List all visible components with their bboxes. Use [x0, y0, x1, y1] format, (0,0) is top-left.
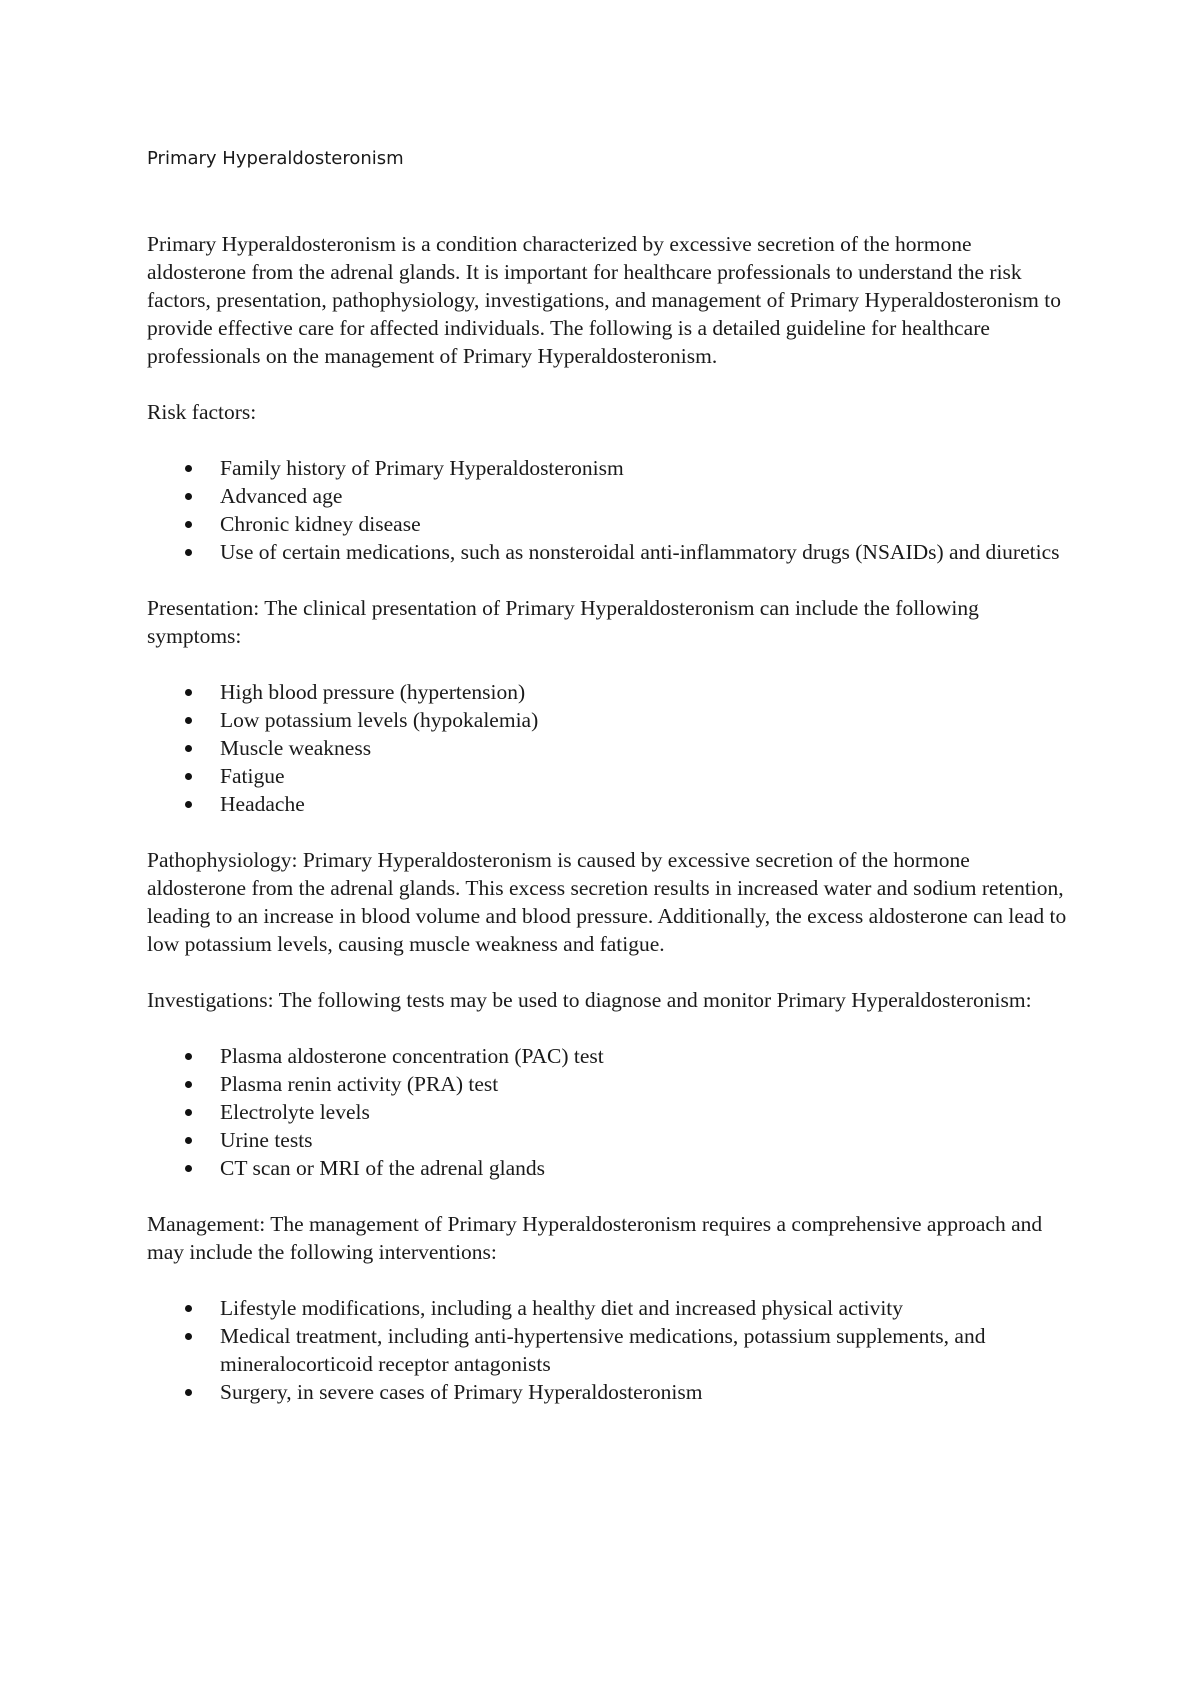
list-item	[147, 1294, 1067, 1322]
bullet-icon	[185, 549, 192, 556]
list-item	[147, 1378, 1067, 1406]
bullet-icon	[185, 717, 192, 724]
list-item	[147, 678, 1067, 706]
list-item-text: Fatigue	[220, 764, 285, 788]
investigations-paragraph: Investigations: The following tests may be used to diagnose and monitor Primary Hyperaldosteronism:	[147, 988, 1032, 1012]
list-item	[147, 510, 1067, 538]
bullet-icon	[185, 745, 192, 752]
list-item-text: Medical treatment, including anti-hypertensive medications, potassium supplements, and mineralocorticoid receptor antagonists	[220, 1324, 986, 1376]
risk-factors-list	[147, 454, 1067, 566]
document-body	[147, 230, 1067, 1434]
list-item	[147, 762, 1067, 790]
presentation-list	[147, 678, 1067, 818]
list-item-text: Plasma aldosterone concentration (PAC) test	[220, 1044, 604, 1068]
list-item	[147, 1126, 1067, 1154]
bullet-icon	[185, 1109, 192, 1116]
document-title: Primary Hyperaldosteronism	[147, 148, 404, 169]
list-item-text: Urine tests	[220, 1128, 313, 1152]
bullet-icon	[185, 493, 192, 500]
list-item	[147, 1042, 1067, 1070]
list-item-text: Muscle weakness	[220, 736, 372, 760]
intro-paragraph: Primary Hyperaldosteronism is a condition characterized by excessive secretion of the hormone aldosterone from the adrenal glands. It is important for healthcare professionals to understand the risk factors, presentation, pathophysiology, investigations, and management of Primary Hyperaldosteronism to provide effective care for affected individuals. The following is a detailed guideline for healthcare professionals on the management of Primary Hyperaldosteronism.	[147, 232, 1061, 368]
bullet-icon	[185, 773, 192, 780]
list-item-text: Low potassium levels (hypokalemia)	[220, 708, 539, 732]
list-item-text: Surgery, in severe cases of Primary Hyperaldosteronism	[220, 1380, 703, 1404]
list-item-text: Family history of Primary Hyperaldosteronism	[220, 456, 624, 480]
list-item-text: CT scan or MRI of the adrenal glands	[220, 1156, 546, 1180]
list-item	[147, 706, 1067, 734]
list-item-text: Lifestyle modifications, including a healthy diet and increased physical activity	[220, 1296, 904, 1320]
bullet-icon	[185, 1165, 192, 1172]
bullet-icon	[185, 1333, 192, 1340]
list-item	[147, 482, 1067, 510]
list-item-text: Advanced age	[220, 484, 343, 508]
list-item-text: Use of certain medications, such as nonsteroidal anti-inflammatory drugs (NSAIDs) and diuretics	[220, 540, 1060, 564]
list-item	[147, 1070, 1067, 1098]
list-item-text: Chronic kidney disease	[220, 512, 421, 536]
bullet-icon	[185, 521, 192, 528]
list-item	[147, 1098, 1067, 1126]
management-paragraph: Management: The management of Primary Hyperaldosteronism requires a comprehensive approach and may include the following interventions:	[147, 1212, 1043, 1264]
bullet-icon	[185, 1389, 192, 1396]
list-item-text: Electrolyte levels	[220, 1100, 370, 1124]
bullet-icon	[185, 1053, 192, 1060]
list-item	[147, 1322, 1067, 1378]
list-item-text: Plasma renin activity (PRA) test	[220, 1072, 499, 1096]
management-list	[147, 1294, 1067, 1406]
bullet-icon	[185, 1305, 192, 1312]
presentation-paragraph: Presentation: The clinical presentation of Primary Hyperaldosteronism can include the following symptoms:	[147, 596, 979, 648]
list-item	[147, 734, 1067, 762]
list-item	[147, 1154, 1067, 1182]
investigations-list	[147, 1042, 1067, 1182]
list-item-text: Headache	[220, 792, 305, 816]
bullet-icon	[185, 689, 192, 696]
bullet-icon	[185, 465, 192, 472]
list-item	[147, 790, 1067, 818]
bullet-icon	[185, 1137, 192, 1144]
bullet-icon	[185, 1081, 192, 1088]
risk-factors-heading: Risk factors:	[147, 400, 257, 424]
list-item-text: High blood pressure (hypertension)	[220, 680, 526, 704]
list-item	[147, 454, 1067, 482]
bullet-icon	[185, 801, 192, 808]
pathophysiology-paragraph: Pathophysiology: Primary Hyperaldosteronism is caused by excessive secretion of the hormone aldosterone from the adrenal glands. This excess secretion results in increased water and sodium retention, leading to an increase in blood volume and blood pressure. Additionally, the excess aldosterone can lead to low potassium levels, causing muscle weakness and fatigue.	[147, 848, 1067, 956]
list-item	[147, 538, 1067, 566]
